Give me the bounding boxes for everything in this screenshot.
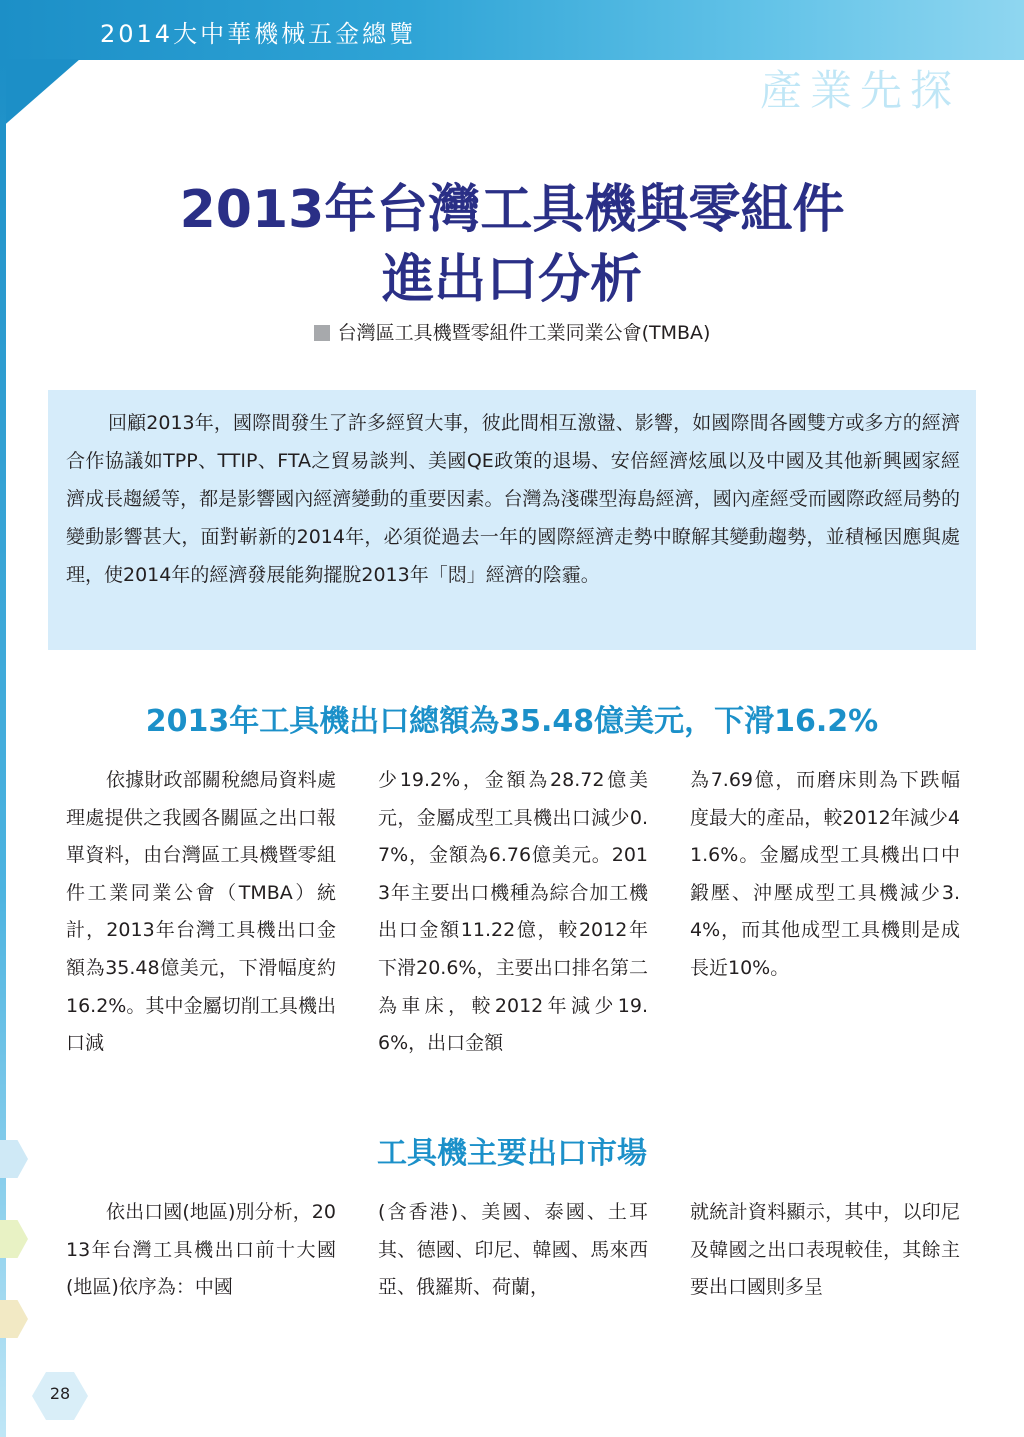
hexagon-decoration: [0, 1220, 28, 1258]
header-wedge-decoration: [0, 59, 80, 129]
section2-column-3: 就統計資料顯示，其中，以印尼及韓國之出口表現較佳，其餘主要出口國則多呈: [690, 1201, 960, 1299]
intro-paragraph: 回顧2013年，國際間發生了許多經貿大事，彼此間相互激盪、影響，如國際間各國雙方或多方的經濟合作協議如TPP、TTIP、FTA之貿易談判、美國QE政策的退場、安倍經濟炫風以及中國及其他新興國家經濟成長趨緩等，都是影響國內經濟變動的重要因素。台灣為淺碟型海島經濟，國內產經受而國際政經局勢的變動影響甚大，面對嶄新的2014年，必須從過去一年的國際經濟走勢中瞭解其變動趨勢，並積極因應與處理，使2014年的經濟發展能夠擺脫2013年「悶」經濟的陰霾。: [66, 412, 960, 586]
section1-column-1: 依據財政部關稅總局資料處理處提供之我國各關區之出口報單資料，由台灣區工具機暨零組件工業同業公會（TMBA）統計，2013年台灣工具機出口金額為35.48億美元，下滑幅度約16.2%。其中金屬切削工具機出口減: [66, 769, 336, 1055]
section-heading-export-total: 2013年工具機出口總額為35.48億美元，下滑16.2%: [145, 704, 879, 739]
author-line: [0, 318, 1024, 345]
article-title-line-1: 2013年台灣工具機與零組件: [179, 180, 845, 240]
publication-title: 2014大中華機械五金總覽: [100, 20, 417, 48]
page-number: 28: [49, 1384, 71, 1403]
author-name: 台灣區工具機暨零組件工業同業公會(TMBA): [337, 322, 711, 344]
section1-column-2: 少19.2%，金額為28.72億美元，金屬成型工具機出口減少0.7%，金額為6.76億美元。2013年主要出口機種為綜合加工機出口金額11.22億，較2012年下滑20.6%，主要出口排名第二為車床，較2012年減少19.6%，出口金額: [378, 769, 648, 1055]
section-heading-export-markets: 工具機主要出口市場: [377, 1136, 647, 1171]
section2-column-2: (含香港)、美國、泰國、土耳其、德國、印尼、韓國、馬來西亞、俄羅斯、荷蘭，: [378, 1201, 648, 1299]
square-bullet-icon: [314, 325, 330, 341]
hexagon-decoration: [0, 1300, 28, 1338]
section-label: 產業先探: [759, 66, 960, 115]
section2-column-1: 依出口國(地區)別分析，2013年台灣工具機出口前十大國(地區)依序為：中國: [66, 1201, 336, 1299]
article-title-line-2: 進出口分析: [381, 250, 642, 310]
section1-column-3: 為7.69億，而磨床則為下跌幅度最大的產品，較2012年減少41.6%。金屬成型工具機出口中鍛壓、沖壓成型工具機減少3.4%，而其他成型工具機則是成長近10%。: [690, 769, 960, 979]
